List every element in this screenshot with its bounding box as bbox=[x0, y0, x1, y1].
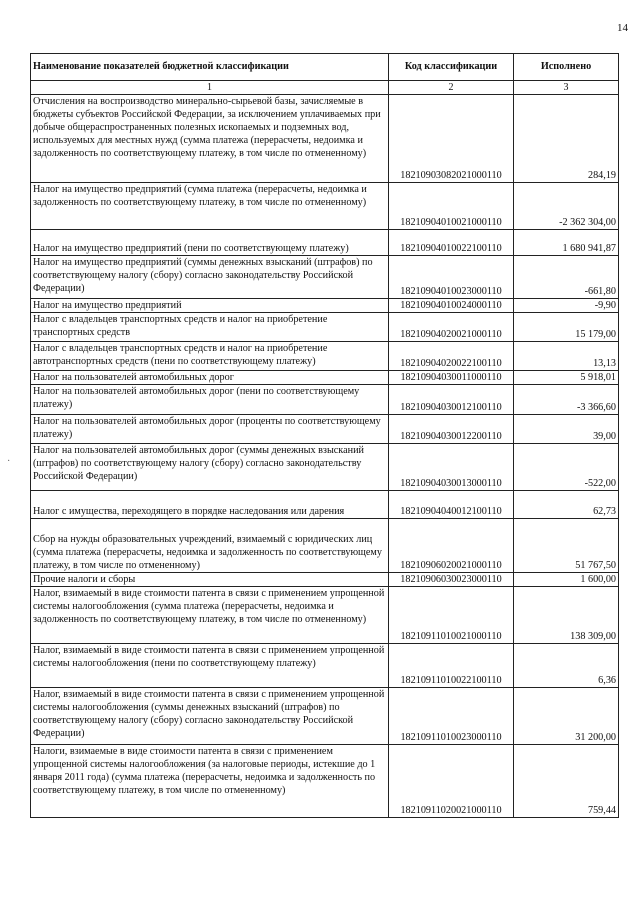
row-code: 18210904030012100110 bbox=[389, 385, 514, 415]
row-code: 18210904040012100110 bbox=[389, 491, 514, 519]
row-value: -661,80 bbox=[514, 256, 619, 299]
budget-classification-table bbox=[30, 53, 619, 818]
row-value: 62,73 bbox=[514, 491, 619, 519]
row-name: Налог на пользователей автомобильных дорог bbox=[31, 371, 389, 385]
column-number-1: 1 bbox=[31, 81, 389, 95]
row-name: Налоги, взимаемые в виде стоимости патента в связи с применением упрощенной системы налогообложения (за налоговые периоды, истекшие до 1 января 2011 года) (сумма платежа (перерасчеты, недоимка и задолженность по соответствующему платежу, в том числе по отмененному) bbox=[31, 745, 389, 818]
row-value: 138 309,00 bbox=[514, 587, 619, 644]
row-code: 18210904020022100110 bbox=[389, 342, 514, 371]
row-value: 13,13 bbox=[514, 342, 619, 371]
table-row bbox=[31, 573, 619, 587]
row-value: -522,00 bbox=[514, 444, 619, 491]
table-row bbox=[31, 745, 619, 818]
column-number-row bbox=[31, 81, 619, 95]
row-value: 51 767,50 bbox=[514, 519, 619, 573]
table-row bbox=[31, 587, 619, 644]
row-code: 18210904010024000110 bbox=[389, 299, 514, 313]
row-value: 1 680 941,87 bbox=[514, 230, 619, 256]
row-code: 18210904020021000110 bbox=[389, 313, 514, 342]
table-row bbox=[31, 183, 619, 230]
row-code: 18210904010023000110 bbox=[389, 256, 514, 299]
row-name: Налог на пользователей автомобильных дорог (проценты по соответствующему платежу) bbox=[31, 415, 389, 444]
row-name: Налог, взимаемый в виде стоимости патента в связи с применением упрощенной системы налогообложения (суммы денежных взысканий (штрафов) по соответствующему налогу (сбору) согласно законодательству Российской Федерации) bbox=[31, 688, 389, 745]
row-value: 6,36 bbox=[514, 644, 619, 688]
table-header-row bbox=[31, 54, 619, 81]
row-name: Налог на пользователей автомобильных дорог (пени по соответствующему платежу) bbox=[31, 385, 389, 415]
table-row bbox=[31, 444, 619, 491]
column-number-2: 2 bbox=[389, 81, 514, 95]
row-name: Налог на имущество предприятий bbox=[31, 299, 389, 313]
row-value: 759,44 bbox=[514, 745, 619, 818]
row-code: 18210911010022100110 bbox=[389, 644, 514, 688]
row-name: Налог, взимаемый в виде стоимости патента в связи с применением упрощенной системы налогообложения (сумма платежа (перерасчеты, недоимка и задолженность по соответствующему платежу, в том числе по отмененному) bbox=[31, 587, 389, 644]
table-row bbox=[31, 313, 619, 342]
table-row bbox=[31, 230, 619, 256]
table-row bbox=[31, 688, 619, 745]
row-value: -3 366,60 bbox=[514, 385, 619, 415]
table-row bbox=[31, 299, 619, 313]
row-name: Налог на имущество предприятий (пени по соответствующему платежу) bbox=[31, 230, 389, 256]
row-name: Налог с имущества, переходящего в порядке наследования или дарения bbox=[31, 491, 389, 519]
row-name: Налог с владельцев транспортных средств и налог на приобретение автотранспортных средств (пени по соответствующему платежу) bbox=[31, 342, 389, 371]
row-name: Налог на имущество предприятий (суммы денежных взысканий (штрафов) по соответствующему налогу (сбору) согласно законодательству Российской Федерации) bbox=[31, 256, 389, 299]
table-row bbox=[31, 491, 619, 519]
row-value: 284,19 bbox=[514, 95, 619, 183]
table-row bbox=[31, 415, 619, 444]
row-code: 18210904010021000110 bbox=[389, 183, 514, 230]
row-value: 5 918,01 bbox=[514, 371, 619, 385]
row-name: Налог на пользователей автомобильных дорог (суммы денежных взысканий (штрафов) по соответствующему налогу (сбору) согласно законодательству Российской Федерации) bbox=[31, 444, 389, 491]
row-name: Налог на имущество предприятий (сумма платежа (перерасчеты, недоимка и задолженность по соответствующему платежу, в том числе по отмененному) bbox=[31, 183, 389, 230]
table-row bbox=[31, 644, 619, 688]
row-code: 18210904010022100110 bbox=[389, 230, 514, 256]
table-row bbox=[31, 385, 619, 415]
header-classification-code: Код классификации bbox=[389, 54, 514, 81]
table-row bbox=[31, 371, 619, 385]
row-name: Налог, взимаемый в виде стоимости патента в связи с применением упрощенной системы налогообложения (пени по соответствующему платежу) bbox=[31, 644, 389, 688]
row-name: Налог с владельцев транспортных средств и налог на приобретение транспортных средств bbox=[31, 313, 389, 342]
row-name: Прочие налоги и сборы bbox=[31, 573, 389, 587]
row-code: 18210906020021000110 bbox=[389, 519, 514, 573]
row-code: 18210911010021000110 bbox=[389, 587, 514, 644]
row-code: 18210904030013000110 bbox=[389, 444, 514, 491]
row-code: 18210904030011000110 bbox=[389, 371, 514, 385]
row-value: 15 179,00 bbox=[514, 313, 619, 342]
table-row bbox=[31, 519, 619, 573]
table-row bbox=[31, 95, 619, 183]
row-value: 1 600,00 bbox=[514, 573, 619, 587]
row-code: 18210903082021000110 bbox=[389, 95, 514, 183]
table-row bbox=[31, 342, 619, 371]
row-code: 18210906030023000110 bbox=[389, 573, 514, 587]
page-number: 14 bbox=[617, 22, 628, 34]
table-row bbox=[31, 256, 619, 299]
row-name: Отчисления на воспроизводство минерально-сырьевой базы, зачисляемые в бюджеты субъектов Российской Федерации, за исключением уплачиваемых при добыче общераспространенных полезных ископаемых и подземных вод, используемых для местных нужд (сумма платежа (перерасчеты, недоимка и задолженность по соответствующему платежу, в том числе по отмененному) bbox=[31, 95, 389, 183]
row-value: -2 362 304,00 bbox=[514, 183, 619, 230]
row-value: -9,90 bbox=[514, 299, 619, 313]
column-number-3: 3 bbox=[514, 81, 619, 95]
row-code: 18210904030012200110 bbox=[389, 415, 514, 444]
row-code: 18210911020021000110 bbox=[389, 745, 514, 818]
row-name: Сбор на нужды образовательных учреждений, взимаемый с юридических лиц (сумма платежа (перерасчеты, недоимка и задолженность по соответствующему платежу, в том числе по отмененному) bbox=[31, 519, 389, 573]
header-indicator-name: Наименование показателей бюджетной классификации bbox=[31, 54, 389, 81]
row-value: 31 200,00 bbox=[514, 688, 619, 745]
stray-mark: · bbox=[7, 456, 11, 467]
row-value: 39,00 bbox=[514, 415, 619, 444]
row-code: 18210911010023000110 bbox=[389, 688, 514, 745]
header-executed: Исполнено bbox=[514, 54, 619, 81]
